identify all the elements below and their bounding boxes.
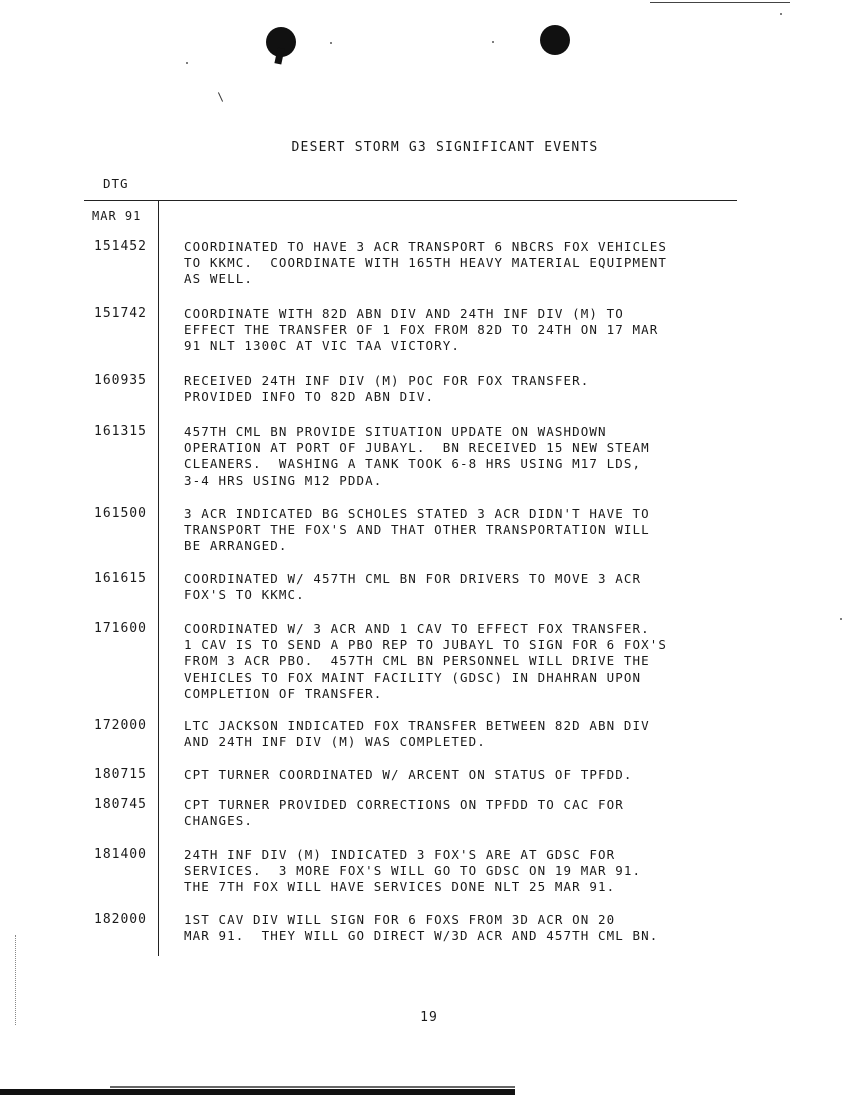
column-header-dtg: DTG [103,176,129,191]
event-dtg: 180715 [94,767,147,782]
event-text: COORDINATED W/ 457TH CML BN FOR DRIVERS TO MOVE 3 ACR FOX'S TO KKMC. [184,571,642,603]
header-rule [84,200,737,201]
page-title: DESERT STORM G3 SIGNIFICANT EVENTS [291,140,599,155]
scan-speck [780,13,782,15]
event-text: RECEIVED 24TH INF DIV (M) POC FOR FOX TRANSFER. PROVIDED INFO TO 82D ABN DIV. [184,373,590,405]
scan-speck [840,618,842,620]
scan-speck [218,92,223,101]
page-number: 19 [420,1010,438,1025]
event-dtg: 161615 [94,571,147,586]
event-text: CPT TURNER COORDINATED W/ ARCENT ON STATUS OF TPFDD. [184,767,633,782]
event-text: 3 ACR INDICATED BG SCHOLES STATED 3 ACR DIDN'T HAVE TO TRANSPORT THE FOX'S AND THAT OTHER TRANSPORTATION WILL BE ARRANGED. [184,506,650,554]
event-dtg: 181400 [94,847,147,862]
scan-speck [186,62,188,64]
event-dtg: 151452 [94,239,147,254]
scan-bottom-bar [0,1089,515,1095]
event-dtg: 172000 [94,718,147,733]
scan-bottom-line [110,1086,515,1088]
column-divider [158,201,159,956]
event-text: COORDINATED W/ 3 ACR AND 1 CAV TO EFFECT FOX TRANSFER. 1 CAV IS TO SEND A PBO REP TO JUBAYL TO SIGN FOR 6 FOX'S FROM 3 ACR PBO. 457TH CML BN PERSONNEL WILL DRIVE THE VEHICLES TO FOX MAINT FACILITY (GDSC) IN DHAHRAN UPON COMPLETION OF TRANSFER. [184,621,668,701]
event-dtg: 180745 [94,797,147,812]
scan-edge-line [650,2,790,3]
event-text: 1ST CAV DIV WILL SIGN FOR 6 FOXS FROM 3D ACR ON 20 MAR 91. THEY WILL GO DIRECT W/3D ACR AND 457TH CML BN. [184,912,659,944]
event-text: LTC JACKSON INDICATED FOX TRANSFER BETWEEN 82D ABN DIV AND 24TH INF DIV (M) WAS COMPLETED. [184,718,650,750]
event-text: 24TH INF DIV (M) INDICATED 3 FOX'S ARE AT GDSC FOR SERVICES. 3 MORE FOX'S WILL GO TO GDSC ON 19 MAR 91. THE 7TH FOX WILL HAVE SERVICES DONE NLT 25 MAR 91. [184,847,642,895]
event-dtg: 161315 [94,424,147,439]
event-text: CPT TURNER PROVIDED CORRECTIONS ON TPFDD TO CAC FOR CHANGES. [184,797,624,829]
event-text: COORDINATE WITH 82D ABN DIV AND 24TH INF DIV (M) TO EFFECT THE TRANSFER OF 1 FOX FROM 82D TO 24TH ON 17 MAR 91 NLT 1300C AT VIC TAA VICTORY. [184,306,659,354]
event-dtg: 171600 [94,621,147,636]
event-dtg: 161500 [94,506,147,521]
month-label: MAR 91 [92,209,142,223]
scan-speck [492,41,494,43]
scan-speck [330,42,332,44]
event-text: COORDINATED TO HAVE 3 ACR TRANSPORT 6 NBCRS FOX VEHICLES TO KKMC. COORDINATE WITH 165TH HEAVY MATERIAL EQUIPMENT AS WELL. [184,239,668,287]
event-dtg: 160935 [94,373,147,388]
event-dtg: 182000 [94,912,147,927]
event-text: 457TH CML BN PROVIDE SITUATION UPDATE ON WASHDOWN OPERATION AT PORT OF JUBAYL. BN RECEIVED 15 NEW STEAM CLEANERS. WASHING A TANK TOOK 6-8 HRS USING M17 LDS, 3-4 HRS USING M12 PDDA. [184,424,650,488]
event-dtg: 151742 [94,306,147,321]
punch-hole-mark [540,25,570,55]
